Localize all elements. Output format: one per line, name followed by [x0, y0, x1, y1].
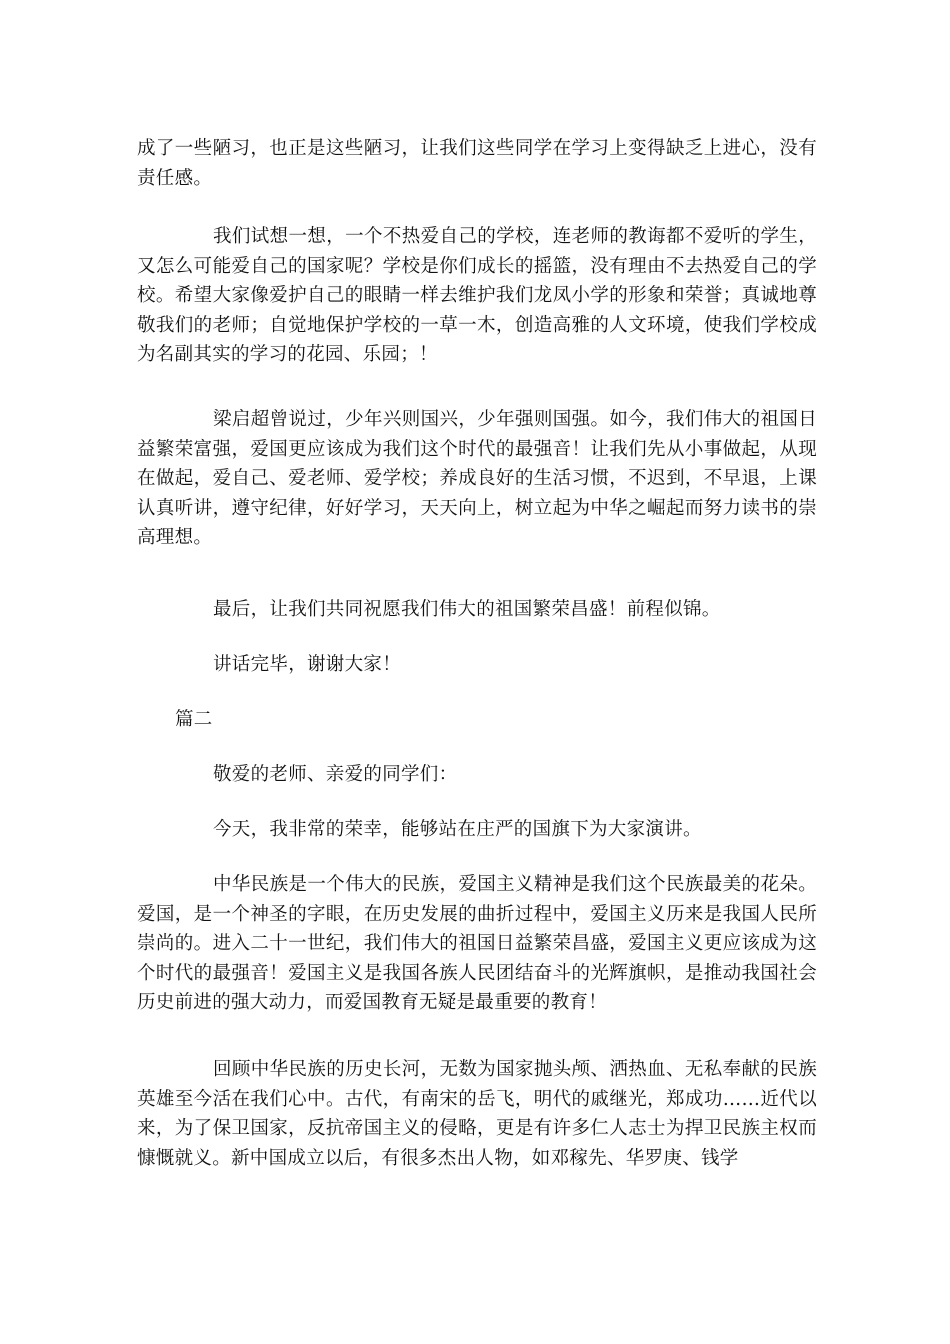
- section-heading: 篇二: [175, 709, 213, 730]
- paragraph-patriotism: 中华民族是一个伟大的民族，爱国主义精神是我们这个民族最美的花朵。爱国，是一个神圣的字眼，在历史发展的曲折过程中，爱国主义历来是我国人民所崇尚的。进入二十一世纪，我们伟大的祖国日益繁荣昌盛，爱国主义更应该成为这个时代的最强音！爱国主义是我国各族人民团结奋斗的光辉旗帜，是推动我国社会历史前进的强大动力，而爱国教育无疑是最重要的教育！: [137, 874, 817, 1013]
- paragraph-continued: 成了一些陋习，也正是这些陋习，让我们这些同学在学习上变得缺乏上进心，没有责任感。: [137, 138, 817, 189]
- paragraph-school-love: 我们试想一想，一个不热爱自己的学校，连老师的教诲都不爱听的学生，又怎么可能爱自己的国家呢？学校是你们成长的摇篮，没有理由不去热爱自己的学校。希望大家像爱护自己的眼睛一样去维护我们龙凤小学的形象和荣誉；真诚地尊敬我们的老师；自觉地保护学校的一草一木，创造高雅的人文环境，使我们学校成为名副其实的学习的花园、乐园；！: [137, 226, 817, 365]
- paragraph-history: 回顾中华民族的历史长河，无数为国家抛头颅、洒热血、无私奉献的民族英雄至今活在我们心中。古代，有南宋的岳飞，明代的戚继光，郑成功……近代以来，为了保卫国家，反抗帝国主义的侵略，更是有许多仁人志士为捍卫民族主权而慷慨就义。新中国成立以后，有很多杰出人物，如邓稼先、华罗庚、钱学: [137, 1059, 817, 1169]
- paragraph-wishes: 最后，让我们共同祝愿我们伟大的祖国繁荣昌盛！前程似锦。: [213, 599, 721, 620]
- paragraph-liang-qichao: 梁启超曾说过，少年兴则国兴，少年强则国强。如今，我们伟大的祖国日益繁荣富强，爱国更应该成为我们这个时代的最强音！让我们先从小事做起，从现在做起，爱自己、爱老师、爱学校；养成良好的生活习惯，不迟到，不早退，上课认真听讲，遵守纪律，好好学习，天天向上，树立起为中华之崛起而努力读书的崇高理想。: [137, 409, 817, 548]
- paragraph-opening: 今天，我非常的荣幸，能够站在庄严的国旗下为大家演讲。: [213, 819, 702, 840]
- paragraph-salutation: 敬爱的老师、亲爱的同学们：: [213, 764, 458, 785]
- paragraph-closing: 讲话完毕，谢谢大家！: [213, 654, 402, 675]
